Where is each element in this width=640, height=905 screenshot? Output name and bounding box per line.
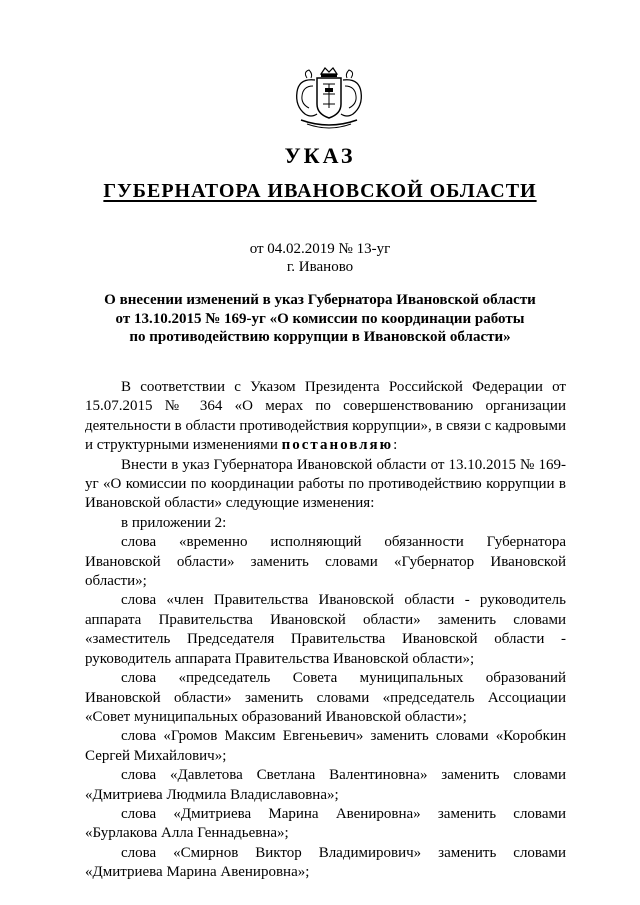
coat-of-arms-emblem xyxy=(287,64,371,130)
decree-city: г. Иваново xyxy=(286,259,354,275)
body-paragraph: слова «Дмитриева Марина Авенировна» заменить словами «Бурлакова Алла Геннадьевна»; xyxy=(85,805,566,842)
decree-subject xyxy=(0,291,640,347)
subject-line-3: по противодействию коррупции в Ивановской области» xyxy=(129,329,511,345)
issuer-title: ГУБЕРНАТОРА ИВАНОВСКОЙ ОБЛАСТИ xyxy=(103,180,537,202)
decree-word: постановляю xyxy=(281,437,394,454)
body-paragraph: в приложении 2: xyxy=(121,514,227,531)
decree-body xyxy=(85,378,566,883)
document-type-title: УКАЗ xyxy=(284,143,356,168)
body-paragraph: слова «временно исполняющий обязанности Губернатора Ивановской области» заменить словами «Губернатор Ивановской области»; xyxy=(85,534,566,590)
body-paragraph: слова «председатель Совета муниципальных образований Ивановской области» заменить словами «председатель Ассоциации «Совет муниципальных образований Ивановской области»; xyxy=(85,670,566,725)
subject-line-2: от 13.10.2015 № 169-уг «О комиссии по координации работы xyxy=(115,310,525,327)
preamble-end: : xyxy=(393,437,398,454)
body-paragraph: слова «Давлетова Светлана Валентиновна» заменить словами «Дмитриева Людмила Владиславовна»; xyxy=(85,767,566,803)
body-paragraph-preamble xyxy=(85,378,566,456)
decree-date-number: от 04.02.2019 № 13-уг xyxy=(249,241,391,257)
body-paragraph: слова «член Правительства Ивановской области - руководитель аппарата Правительства Ивановской области» заменить словами «заместитель Председателя Правительства Ивановской области - руководитель аппарата Правительства Ивановской области»; xyxy=(85,592,566,667)
body-paragraph: слова «Смирнов Виктор Владимирович» заменить словами «Дмитриева Марина Авенировна»; xyxy=(85,844,566,881)
body-paragraph: Внести в указ Губернатора Ивановской области от 13.10.2015 № 169-уг «О комиссии по координации работы по противодействию коррупции в Ивановской области» следующие изменения: xyxy=(85,456,566,512)
body-paragraph: слова «Громов Максим Евгеньевич» заменить словами «Коробкин Сергей Михайлович»; xyxy=(85,728,566,764)
subject-line-1: О внесении изменений в указ Губернатора Ивановской области xyxy=(104,292,536,308)
preamble-text: В соответствии с Указом Президента Российской Федерации от 15.07.2015 № 364 «О мерах по совершенствованию организации деятельности в области противодействия коррупции», в связи с кадровыми и структурными изменениями xyxy=(85,379,566,454)
